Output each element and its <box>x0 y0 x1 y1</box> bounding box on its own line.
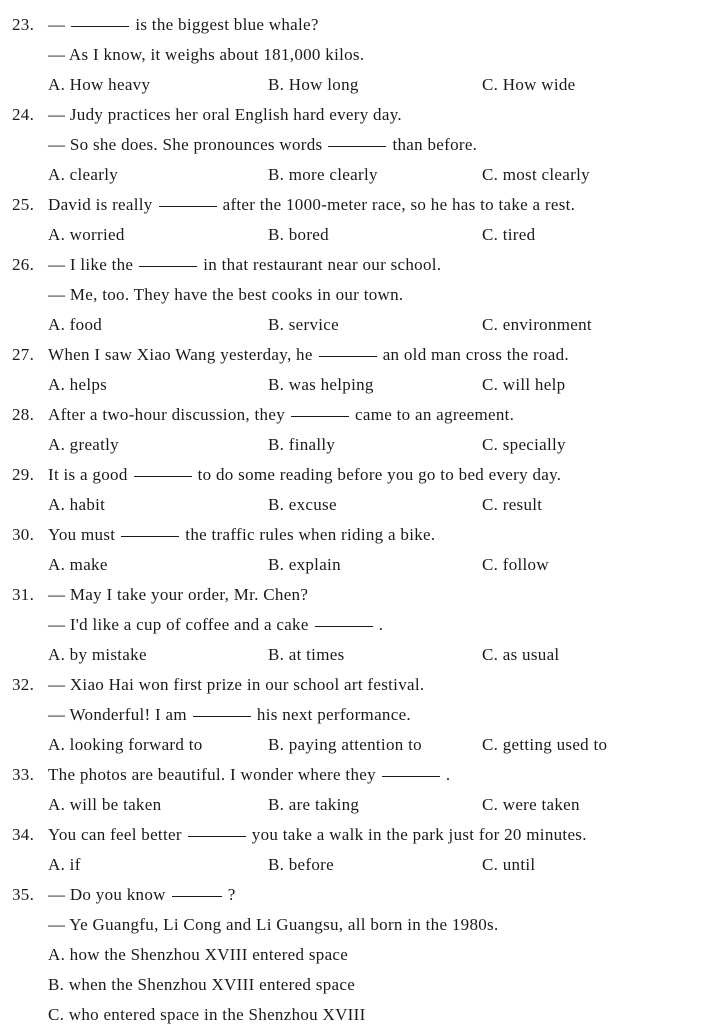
option-a[interactable]: A. worried <box>48 225 125 244</box>
option-c[interactable]: C. tired <box>482 225 536 244</box>
question-number: 28. <box>12 405 35 424</box>
dialogue-line: — Ye Guangfu, Li Cong and Li Guangsu, all born in the 1980s. <box>48 915 499 934</box>
question-number: 26. <box>12 255 35 274</box>
option-b[interactable]: B. before <box>268 855 334 874</box>
option-a[interactable]: A. food <box>48 315 103 334</box>
option-c[interactable]: C. result <box>482 495 543 514</box>
option-b[interactable]: B. bored <box>268 225 329 244</box>
question-text: — I like the <box>48 255 134 274</box>
answer-blank[interactable] <box>188 835 246 837</box>
question-text: the traffic rules when riding a bike. <box>185 525 436 544</box>
question-text: After a two-hour discussion, they <box>48 405 285 424</box>
option-b[interactable]: B. paying attention to <box>268 735 422 754</box>
option-a[interactable]: A. How heavy <box>48 75 151 94</box>
option-a[interactable]: A. by mistake <box>48 645 147 664</box>
question-number: 35. <box>12 885 35 904</box>
question-text: You must <box>48 525 116 544</box>
question-text: . <box>378 615 384 634</box>
option-a[interactable]: A. make <box>48 555 108 574</box>
option-c[interactable]: C. getting used to <box>482 735 608 754</box>
question-text: you take a walk in the park just for 20 minutes. <box>251 825 587 844</box>
option-c[interactable]: C. environment <box>482 315 592 334</box>
option-b[interactable]: B. at times <box>268 645 345 664</box>
question-text: It is a good <box>48 465 128 484</box>
question-number: 24. <box>12 105 35 124</box>
option-c[interactable]: C. as usual <box>482 645 560 664</box>
option-b[interactable]: B. service <box>268 315 339 334</box>
answer-blank[interactable] <box>315 625 373 627</box>
question-text: his next performance. <box>256 705 411 724</box>
answer-blank[interactable] <box>193 715 251 717</box>
answer-blank[interactable] <box>319 355 377 357</box>
question-number: 34. <box>12 825 35 844</box>
question-text: You can feel better <box>48 825 182 844</box>
option-a[interactable]: A. greatly <box>48 435 119 454</box>
option-c[interactable]: C. follow <box>482 555 549 574</box>
question-number: 23. <box>12 15 35 34</box>
question-text: is the biggest blue whale? <box>135 15 319 34</box>
question-number: 30. <box>12 525 35 544</box>
dialogue-line: — Judy practices her oral English hard every day. <box>48 105 402 124</box>
option-b[interactable]: B. was helping <box>268 375 374 394</box>
option-c[interactable]: C. will help <box>482 375 566 394</box>
option-b[interactable]: B. finally <box>268 435 336 454</box>
answer-blank[interactable] <box>134 475 192 477</box>
option-b[interactable]: B. more clearly <box>268 165 378 184</box>
question-text: — I'd like a cup of coffee and a cake <box>48 615 309 634</box>
dialogue-line: — Me, too. They have the best cooks in our town. <box>48 285 404 304</box>
question-text: When I saw Xiao Wang yesterday, he <box>48 345 313 364</box>
option-c[interactable]: C. How wide <box>482 75 576 94</box>
answer-blank[interactable] <box>71 25 129 27</box>
option-a[interactable]: A. helps <box>48 375 108 394</box>
question-text: came to an agreement. <box>355 405 515 424</box>
option-c[interactable]: C. until <box>482 855 536 874</box>
question-text: — <box>48 15 66 34</box>
question-text: . <box>445 765 451 784</box>
option-b[interactable]: B. excuse <box>268 495 337 514</box>
question-text: — So she does. She pronounces words <box>48 135 323 154</box>
dialogue-line: — As I know, it weighs about 181,000 kilos. <box>48 45 365 64</box>
option-b[interactable]: B. explain <box>268 555 341 574</box>
answer-blank[interactable] <box>291 415 349 417</box>
answer-blank[interactable] <box>121 535 179 537</box>
question-number: 31. <box>12 585 35 604</box>
dialogue-line: — May I take your order, Mr. Chen? <box>48 585 309 604</box>
answer-blank[interactable] <box>159 205 217 207</box>
question-text: than before. <box>392 135 478 154</box>
question-text: an old man cross the road. <box>382 345 569 364</box>
option-a[interactable]: A. will be taken <box>48 795 162 814</box>
question-text: to do some reading before you go to bed every day. <box>197 465 562 484</box>
question-number: 25. <box>12 195 35 214</box>
option-c[interactable]: C. who entered space in the Shenzhou XVIII <box>48 1005 366 1024</box>
option-b[interactable]: B. when the Shenzhou XVIII entered space <box>48 975 356 994</box>
question-text: — Do you know <box>48 885 166 904</box>
answer-blank[interactable] <box>382 775 440 777</box>
option-c[interactable]: C. specially <box>482 435 566 454</box>
question-text: David is really <box>48 195 153 214</box>
option-b[interactable]: B. are taking <box>268 795 360 814</box>
answer-blank[interactable] <box>139 265 197 267</box>
option-a[interactable]: A. how the Shenzhou XVIII entered space <box>48 945 349 964</box>
question-text: — Wonderful! I am <box>48 705 187 724</box>
option-c[interactable]: C. were taken <box>482 795 580 814</box>
option-a[interactable]: A. if <box>48 855 81 874</box>
option-b[interactable]: B. How long <box>268 75 359 94</box>
option-c[interactable]: C. most clearly <box>482 165 590 184</box>
question-number: 32. <box>12 675 35 694</box>
option-a[interactable]: A. looking forward to <box>48 735 203 754</box>
answer-blank[interactable] <box>328 145 386 147</box>
question-text: The photos are beautiful. I wonder where they <box>48 765 376 784</box>
question-text: in that restaurant near our school. <box>203 255 442 274</box>
question-text: ? <box>227 885 236 904</box>
question-text: after the 1000-meter race, so he has to take a rest. <box>222 195 576 214</box>
option-a[interactable]: A. clearly <box>48 165 119 184</box>
question-number: 27. <box>12 345 35 364</box>
dialogue-line: — Xiao Hai won first prize in our school art festival. <box>48 675 425 694</box>
option-a[interactable]: A. habit <box>48 495 106 514</box>
question-number: 33. <box>12 765 35 784</box>
answer-blank[interactable] <box>172 895 222 897</box>
question-number: 29. <box>12 465 35 484</box>
